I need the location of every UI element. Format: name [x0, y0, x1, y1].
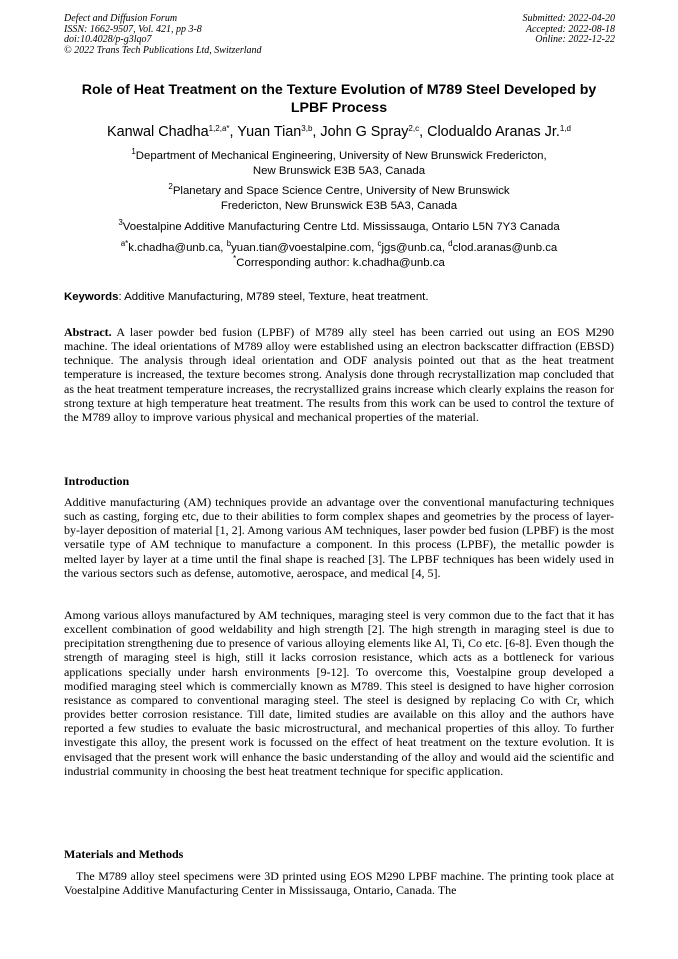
affiliation-sup: 2 [168, 182, 173, 191]
affiliation-sup: 3 [118, 218, 123, 227]
abstract [64, 325, 614, 424]
keywords-label: Keywords [64, 291, 119, 303]
author-name: Kanwal Chadha [107, 124, 209, 140]
materials-methods-heading: Materials and Methods [64, 847, 184, 861]
email-link[interactable]: k.chadha@unb.ca, [128, 242, 227, 254]
affiliation-line: Department of Mechanical Engineering, University of New Brunswick Fredericton, [135, 150, 547, 162]
email-link[interactable]: clod.aranas@unb.ca [452, 242, 558, 254]
paper-title [64, 81, 614, 117]
author-affil-sup: 1,d [559, 124, 571, 133]
submitted-date: Submitted: 2022-04-20 [522, 13, 615, 24]
author-affil-sup: 2,c [408, 124, 420, 133]
title-line-2: LPBF Process [290, 100, 388, 116]
author-separator: , [229, 124, 238, 140]
abstract-label: Abstract. [64, 325, 112, 339]
keywords [64, 290, 616, 305]
author-emails [40, 241, 638, 271]
affiliation-line: New Brunswick E3B 5A3, Canada [252, 165, 426, 177]
affiliation-3 [40, 220, 638, 235]
corresponding-author: Corresponding author: k.chadha@unb.ca [236, 257, 445, 269]
author-affil-sup: 1,2,a* [208, 124, 230, 133]
email-sup: c [377, 239, 382, 248]
submission-dates [523, 14, 616, 46]
introduction-paragraph-1: Additive manufacturing (AM) techniques provide an advantage over the conventional manufacturing techniques such as casting, forging etc, due to their abilities to form complex shapes and geometries by the process of layer-by-layer deposition of material [1, 2]. Among various AM techniques, laser powder bed fusion (LPBF) is the most versatile type of AM technique to manufacture a component. In this process (LPBF), the metallic powder is melted layer by layer at a time until the final shape is reached [3]. The LPBF techniques has been widely used in the various sectors such as defense, automotive, aerospace, and medical [4, 5]. [64, 495, 614, 580]
journal-doi[interactable]: doi:10.4028/p-g3lqo7 [64, 34, 152, 45]
author-separator: , [312, 124, 321, 140]
affiliation-sup: 1 [131, 147, 136, 156]
journal-header [64, 14, 262, 56]
title-line-1: Role of Heat Treatment on the Texture Evolution of M789 Steel Developed by [81, 82, 597, 98]
keywords-text: : Additive Manufacturing, M789 steel, Texture, heat treatment. [118, 291, 429, 303]
affiliation-line: Fredericton, New Brunswick E3B 5A3, Canada [220, 200, 458, 212]
introduction-heading: Introduction [64, 474, 130, 488]
author-list [40, 122, 638, 142]
affiliation-line: Planetary and Space Science Centre, University of New Brunswick [172, 185, 510, 197]
abstract-text: A laser powder bed fusion (LPBF) of M789 ally steel has been carried out using an EOS M290 machine. The ideal orientations of M789 alloy were established using an electron backscatter diffraction (EBSD) technique. The analysis through ideal orientation and ODF analysis pointed out that as the heat treatment temperature is increased, the texture becomes strong. Analysis done through recrystallization map concluded that as the heat treatment temperature increases, the recrystallized grains increase which clearly explains the reason for strong texture at high temperature heat treatment. The results from this work can be used to control the texture of the M789 alloy to improve various physical and mechanical properties of the material. [64, 325, 614, 424]
author-name: Yuan Tian [237, 124, 302, 140]
email-sup: a* [120, 239, 129, 248]
corresponding-sup: * [233, 254, 237, 263]
email-link[interactable]: yuan.tian@voestalpine.com, [231, 242, 378, 254]
materials-methods-paragraph-1: The M789 alloy steel specimens were 3D printed using EOS M290 LPBF machine. The printing took place at Voestalpine Additive Manufacturing Center in Mississauga, Ontario, Canada. The [64, 869, 614, 898]
email-sup: d [448, 239, 453, 248]
affiliation-line: Voestalpine Additive Manufacturing Centre Ltd. Mississauga, Ontario L5N 7Y3 Canada [122, 221, 560, 233]
author-name: Clodualdo Aranas Jr. [427, 124, 560, 140]
author-separator: , [419, 124, 428, 140]
accepted-date: Accepted: 2022-08-18 [525, 23, 615, 35]
author-name: John G Spray [320, 124, 409, 140]
affiliation-2 [40, 184, 638, 214]
author-affil-sup: 3,b [301, 124, 313, 133]
email-link[interactable]: jgs@unb.ca, [381, 242, 449, 254]
email-sup: b [226, 239, 232, 248]
online-date: Online: 2022-12-22 [535, 34, 615, 45]
affiliation-1 [40, 149, 638, 179]
journal-issn: ISSN: 1662-9507, Vol. 421, pp 3-8 [64, 23, 202, 35]
introduction-paragraph-2: Among various alloys manufactured by AM techniques, maraging steel is very common due to the fact that it has excellent combination of good weldability and high strength [2]. The high strength in maraging steel is due to precipitation strengthening due to presence of various alloying elements like Al, Ti, Co etc. [6-8]. Even though the strength of maraging steel is high, still it lacks corrosion resistance, which acts as a bottleneck for various applications specially under harsh environments [9-12]. To overcome this, Voestalpine group developed a modified maraging steel which is commercially known as M789. This steel is designed to have higher corrosion resistance as compared to conventional maraging steel. The steel is designed by replacing Co with Cr, which provides better corrosion resistance. Till date, limited studies are available on this alloy and the authors have reported a few studies to evaluate the basic microstructural, and mechanical properties of this alloy. To further investigate this alloy, the present work is focussed on the effect of heat treatment on the texture evolution. It is envisaged that the present work will enhance the basic understanding of the alloy and would aid the scientific and industrial community in choosing the best heat treatment technique for specific application. [64, 608, 614, 778]
journal-copyright: © 2022 Trans Tech Publications Ltd, Switzerland [64, 44, 262, 56]
journal-name: Defect and Diffusion Forum [64, 13, 178, 24]
